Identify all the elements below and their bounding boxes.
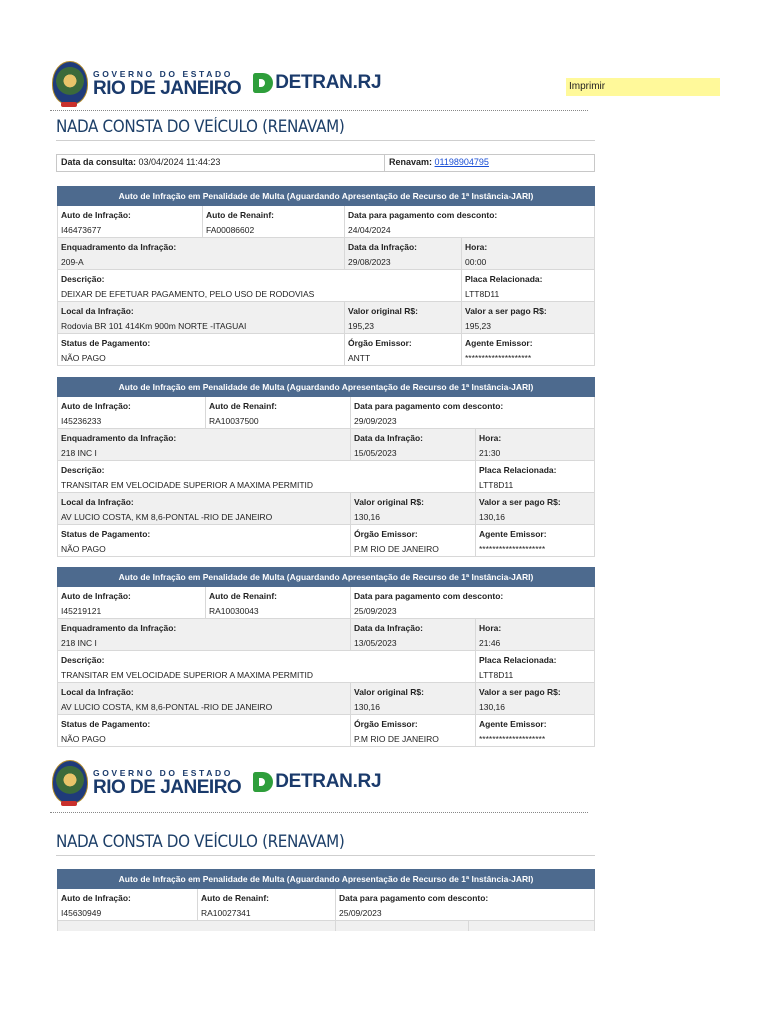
state-crest-icon: [52, 760, 88, 804]
empty-cell: [468, 921, 595, 931]
placa-value: LTT8D11: [479, 480, 514, 490]
consulta-box: [56, 154, 595, 172]
descricao-cell: [57, 270, 461, 301]
data-pag-cell: [350, 397, 595, 428]
gov-logo-big: RIO DE JANEIRO: [93, 77, 242, 99]
enquadramento-value: 209-A: [61, 257, 84, 267]
table-row: [57, 429, 595, 461]
table-row: [57, 619, 595, 651]
agente-value: ********************: [465, 353, 532, 363]
local-cell: [57, 302, 344, 333]
orgao-cell: [350, 525, 475, 556]
data-pag-cell: [350, 587, 595, 618]
valor-pagar-cell: [461, 302, 595, 333]
orgao-value: ANTT: [348, 353, 371, 363]
data-pag-label: Data para pagamento com desconto:: [354, 591, 504, 601]
data-inf-value: 13/05/2023: [354, 638, 397, 648]
gov-logo: [93, 768, 241, 797]
renainf-cell: [205, 397, 350, 428]
orgao-value: P.M RIO DE JANEIRO: [354, 544, 439, 554]
renainf-cell: [197, 889, 335, 920]
valor-pagar-cell: [475, 683, 595, 714]
consulta-renavam: [385, 155, 594, 171]
descricao-label: Descrição:: [61, 274, 105, 284]
valor-original-label: Valor original R$:: [348, 306, 418, 316]
descricao-label: Descrição:: [61, 465, 105, 475]
valor-pagar-label: Valor a ser pago R$:: [465, 306, 547, 316]
detran-mark-icon: [253, 73, 273, 93]
detran-logo-text: DETRAN.RJ: [275, 72, 382, 93]
gov-logo: [93, 69, 241, 98]
data-inf-value: 15/05/2023: [354, 448, 397, 458]
status-label: Status de Pagamento:: [61, 338, 151, 348]
renainf-value: RA10030043: [209, 606, 259, 616]
status-value: NÃO PAGO: [61, 544, 106, 554]
placa-value: LTT8D11: [465, 289, 500, 299]
enquadramento-cell: [57, 238, 344, 269]
auto-label: Auto de Infração:: [61, 591, 131, 601]
valor-original-label: Valor original R$:: [354, 687, 424, 697]
orgao-value: P.M RIO DE JANEIRO: [354, 734, 439, 744]
status-value: NÃO PAGO: [61, 734, 106, 744]
local-cell: [57, 493, 350, 524]
local-value: Rodovia BR 101 414Km 900m NORTE -ITAGUAI: [61, 321, 247, 331]
placa-value: LTT8D11: [479, 670, 514, 680]
table-row: [57, 715, 595, 747]
page-title: NADA CONSTA DO VEÍCULO (RENAVAM): [56, 117, 345, 136]
header-logos: [52, 58, 381, 108]
auto-cell: [57, 889, 197, 920]
renainf-label: Auto de Renainf:: [206, 210, 274, 220]
infracao-block-header: Auto de Infração em Penalidade de Multa (Aguardando Apresentação de Recurso de 1ª Instância-JARI): [57, 186, 595, 206]
data-inf-label: Data da Infração:: [354, 433, 423, 443]
renainf-cell: [205, 587, 350, 618]
local-label: Local da Infração:: [61, 497, 134, 507]
table-row: [57, 525, 595, 557]
consulta-date: [57, 155, 385, 171]
state-crest-icon: [52, 61, 88, 105]
auto-value: I46473677: [61, 225, 102, 235]
table-row: [57, 461, 595, 493]
hora-value: 00:00: [465, 257, 487, 267]
placa-label: Placa Relacionada:: [479, 465, 557, 475]
data-inf-label: Data da Infração:: [354, 623, 423, 633]
table-row: [57, 683, 595, 715]
data-inf-cell: [350, 619, 475, 650]
data-inf-value: 29/08/2023: [348, 257, 391, 267]
infracao-block: [57, 377, 595, 557]
renainf-value: RA10027341: [201, 908, 251, 918]
local-value: AV LUCIO COSTA, KM 8,6-PONTAL -RIO DE JANEIRO: [61, 512, 273, 522]
renainf-cell: [202, 206, 344, 237]
dotted-divider: [50, 110, 588, 111]
hora-label: Hora:: [479, 433, 502, 443]
title-rule: [56, 855, 595, 856]
agente-value: ********************: [479, 734, 546, 744]
renainf-label: Auto de Renainf:: [209, 401, 277, 411]
infracao-block-header: Auto de Infração em Penalidade de Multa (Aguardando Apresentação de Recurso de 1ª Instância-JARI): [57, 567, 595, 587]
hora-cell: [475, 429, 595, 460]
agente-value: ********************: [479, 544, 546, 554]
data-pag-label: Data para pagamento com desconto:: [348, 210, 498, 220]
detran-logo-text: DETRAN.RJ: [275, 771, 382, 792]
table-row: [57, 651, 595, 683]
agente-cell: [475, 525, 595, 556]
renavam-link[interactable]: 01198904795: [434, 157, 489, 167]
renainf-value: RA10037500: [209, 416, 259, 426]
data-inf-cell: [344, 238, 461, 269]
auto-cell: [57, 397, 205, 428]
table-row: [57, 397, 595, 429]
status-value: NÃO PAGO: [61, 353, 106, 363]
infracao-block: [57, 869, 595, 931]
consulta-date-label: Data da consulta:: [61, 157, 137, 167]
table-row: [57, 921, 595, 931]
status-cell: [57, 525, 350, 556]
gov-logo-small: GOVERNO DO ESTADO: [93, 767, 233, 778]
orgao-label: Órgão Emissor:: [354, 529, 418, 539]
data-pag-value: 25/09/2023: [354, 606, 397, 616]
auto-label: Auto de Infração:: [61, 893, 131, 903]
hora-value: 21:30: [479, 448, 501, 458]
valor-pagar-value: 130,16: [479, 702, 505, 712]
descricao-value: TRANSITAR EM VELOCIDADE SUPERIOR A MAXIMA PERMITID: [61, 480, 314, 490]
valor-original-value: 195,23: [348, 321, 374, 331]
table-row: [57, 238, 595, 270]
status-label: Status de Pagamento:: [61, 719, 151, 729]
table-row: [57, 587, 595, 619]
orgao-label: Órgão Emissor:: [354, 719, 418, 729]
data-pag-value: 24/04/2024: [348, 225, 391, 235]
renainf-label: Auto de Renainf:: [201, 893, 269, 903]
valor-original-value: 130,16: [354, 702, 380, 712]
valor-pagar-label: Valor a ser pago R$:: [479, 687, 561, 697]
table-row: [57, 302, 595, 334]
auto-value: I45630949: [61, 908, 102, 918]
infracao-block-header: Auto de Infração em Penalidade de Multa (Aguardando Apresentação de Recurso de 1ª Instância-JARI): [57, 869, 595, 889]
detran-logo: [253, 72, 381, 94]
renainf-value: FA00086602: [206, 225, 255, 235]
valor-pagar-value: 130,16: [479, 512, 505, 522]
valor-original-cell: [344, 302, 461, 333]
agente-label: Agente Emissor:: [479, 719, 547, 729]
valor-original-cell: [350, 493, 475, 524]
consulta-date-value: 03/04/2024 11:44:23: [138, 157, 221, 167]
auto-cell: [57, 206, 202, 237]
empty-cell: [57, 921, 335, 931]
enquadramento-label: Enquadramento da Infração:: [61, 623, 177, 633]
detran-logo: [253, 771, 381, 793]
agente-label: Agente Emissor:: [479, 529, 547, 539]
valor-pagar-cell: [475, 493, 595, 524]
table-row: [57, 270, 595, 302]
enquadramento-cell: [57, 429, 350, 460]
table-row: [57, 206, 595, 238]
table-row: [57, 334, 595, 366]
placa-cell: [475, 651, 595, 682]
hora-cell: [461, 238, 595, 269]
valor-original-value: 130,16: [354, 512, 380, 522]
descricao-cell: [57, 461, 475, 492]
auto-value: I45219121: [61, 606, 102, 616]
hora-label: Hora:: [465, 242, 488, 252]
enquadramento-label: Enquadramento da Infração:: [61, 242, 177, 252]
table-row: [57, 493, 595, 525]
orgao-cell: [350, 715, 475, 746]
local-cell: [57, 683, 350, 714]
infracao-block-header: Auto de Infração em Penalidade de Multa (Aguardando Apresentação de Recurso de 1ª Instância-JARI): [57, 377, 595, 397]
orgao-label: Órgão Emissor:: [348, 338, 412, 348]
header-logos: [52, 757, 381, 807]
hora-cell: [475, 619, 595, 650]
data-inf-label: Data da Infração:: [348, 242, 417, 252]
table-row: [57, 889, 595, 921]
orgao-cell: [344, 334, 461, 365]
page-title: NADA CONSTA DO VEÍCULO (RENAVAM): [56, 832, 345, 851]
placa-cell: [475, 461, 595, 492]
enquadramento-value: 218 INC I: [61, 448, 97, 458]
infracao-block: [57, 567, 595, 747]
empty-cell: [335, 921, 468, 931]
auto-label: Auto de Infração:: [61, 210, 131, 220]
renavam-label: Renavam:: [389, 157, 433, 167]
status-label: Status de Pagamento:: [61, 529, 151, 539]
gov-logo-big: RIO DE JANEIRO: [93, 776, 242, 798]
hora-value: 21:46: [479, 638, 501, 648]
enquadramento-cell: [57, 619, 350, 650]
infracao-block: [57, 186, 595, 366]
hora-label: Hora:: [479, 623, 502, 633]
gov-logo-small: GOVERNO DO ESTADO: [93, 68, 233, 79]
agente-cell: [461, 334, 595, 365]
valor-original-cell: [350, 683, 475, 714]
valor-original-label: Valor original R$:: [354, 497, 424, 507]
valor-pagar-label: Valor a ser pago R$:: [479, 497, 561, 507]
auto-label: Auto de Infração:: [61, 401, 131, 411]
enquadramento-label: Enquadramento da Infração:: [61, 433, 177, 443]
local-label: Local da Infração:: [61, 687, 134, 697]
data-pag-cell: [344, 206, 595, 237]
auto-cell: [57, 587, 205, 618]
renainf-label: Auto de Renainf:: [209, 591, 277, 601]
status-cell: [57, 334, 344, 365]
auto-value: I45236233: [61, 416, 102, 426]
local-label: Local da Infração:: [61, 306, 134, 316]
agente-label: Agente Emissor:: [465, 338, 533, 348]
placa-label: Placa Relacionada:: [465, 274, 543, 284]
dotted-divider: [50, 812, 588, 813]
status-cell: [57, 715, 350, 746]
data-pag-label: Data para pagamento com desconto:: [354, 401, 504, 411]
descricao-cell: [57, 651, 475, 682]
data-pag-label: Data para pagamento com desconto:: [339, 893, 489, 903]
data-pag-value: 25/09/2023: [339, 908, 382, 918]
data-inf-cell: [350, 429, 475, 460]
placa-label: Placa Relacionada:: [479, 655, 557, 665]
local-value: AV LUCIO COSTA, KM 8,6-PONTAL -RIO DE JANEIRO: [61, 702, 273, 712]
valor-pagar-value: 195,23: [465, 321, 491, 331]
data-pag-value: 29/09/2023: [354, 416, 397, 426]
descricao-value: TRANSITAR EM VELOCIDADE SUPERIOR A MAXIMA PERMITID: [61, 670, 314, 680]
title-rule: [56, 140, 595, 141]
data-pag-cell: [335, 889, 595, 920]
enquadramento-value: 218 INC I: [61, 638, 97, 648]
placa-cell: [461, 270, 595, 301]
descricao-value: DEIXAR DE EFETUAR PAGAMENTO, PELO USO DE RODOVIAS: [61, 289, 315, 299]
agente-cell: [475, 715, 595, 746]
descricao-label: Descrição:: [61, 655, 105, 665]
detran-mark-icon: [253, 772, 273, 792]
print-button[interactable]: Imprimir: [566, 78, 720, 96]
